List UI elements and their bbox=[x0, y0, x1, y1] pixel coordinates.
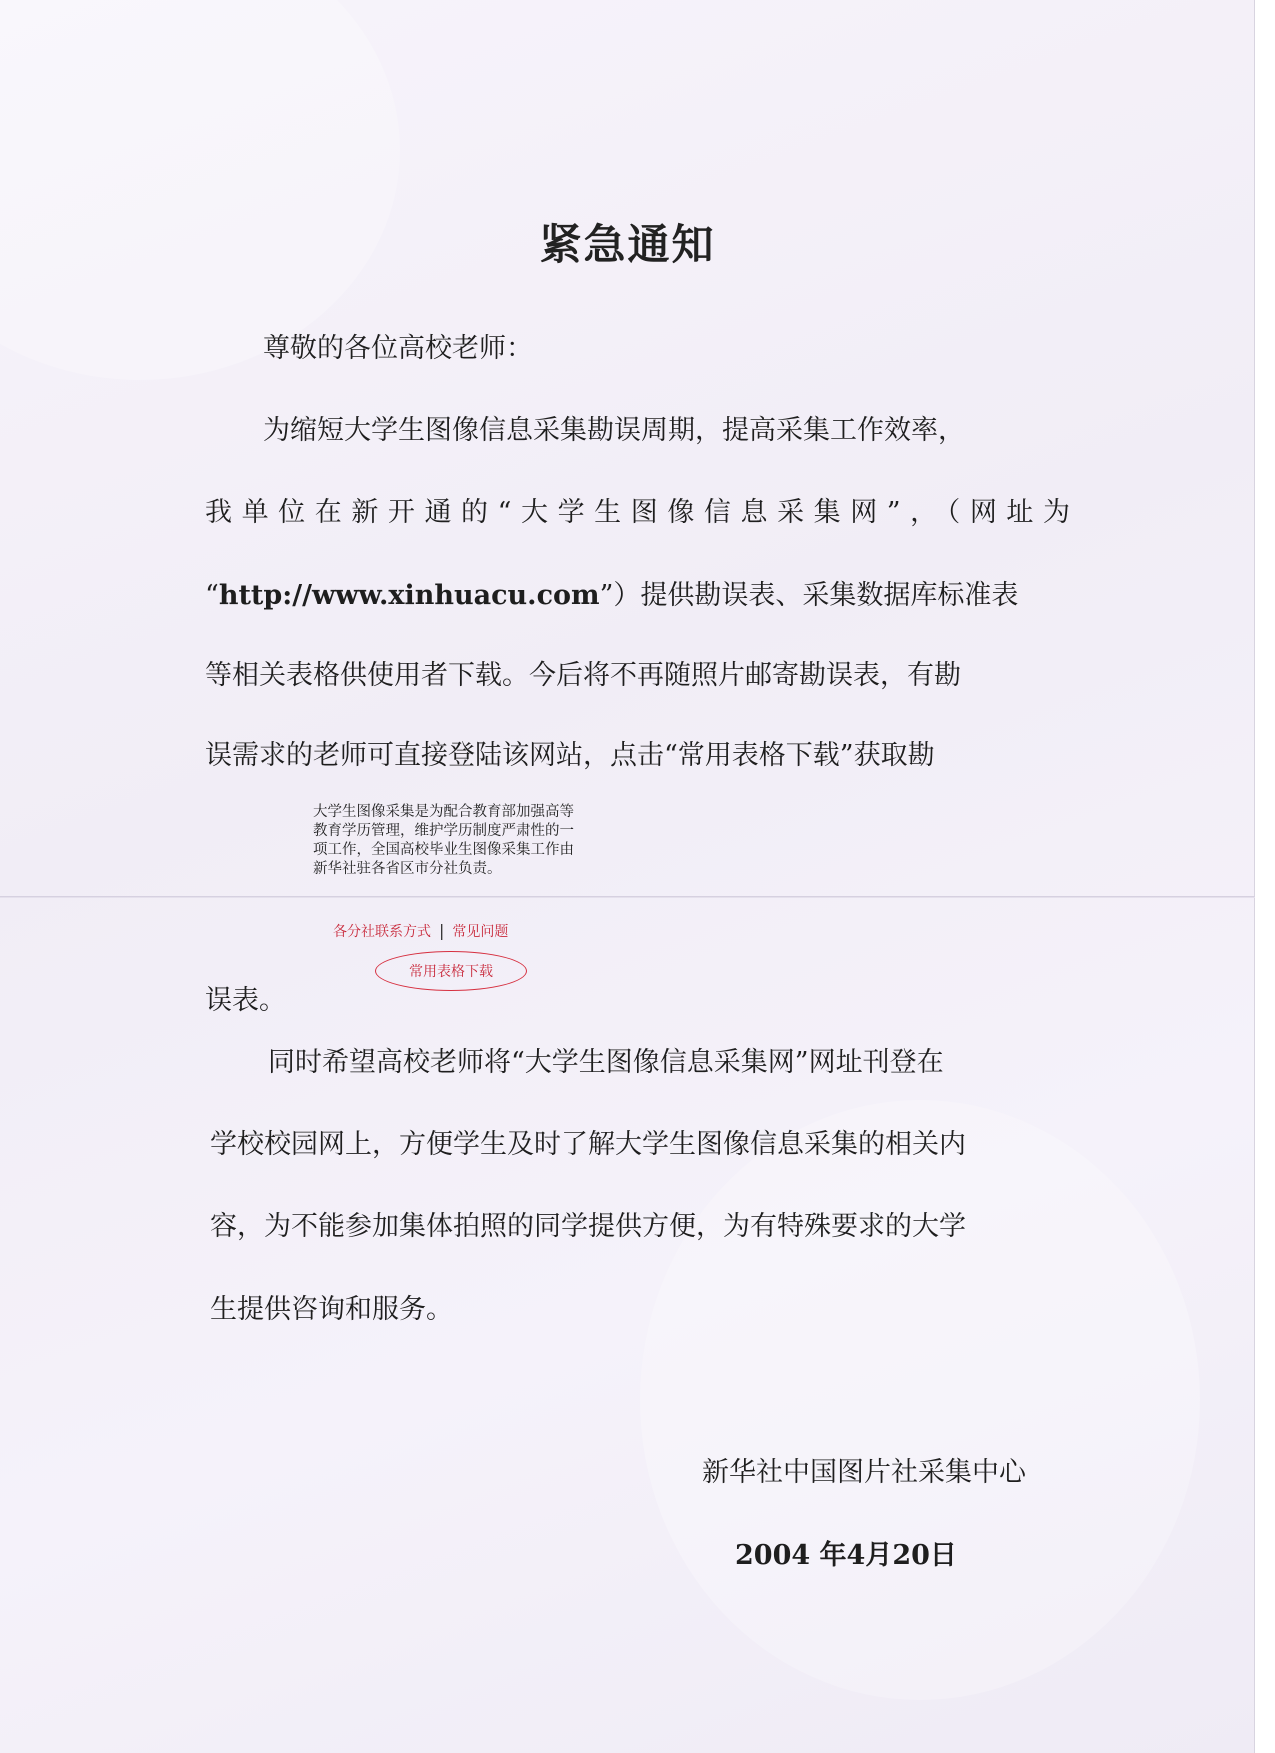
faq-link: 常见问题 bbox=[452, 924, 509, 940]
paragraph1-line4: 等相关表格供使用者下载。今后将不再随照片邮寄勘误表，有勘 bbox=[205, 660, 961, 691]
website-excerpt-links bbox=[333, 921, 508, 941]
website-excerpt-text: 大学生图像采集是为配合教育部加强高等教育学历管理，维护学历制度严肃性的一项工作，全国高校毕业生图像采集工作由新华社驻各省区市分社负责。 bbox=[313, 804, 574, 877]
paragraph1-line1: 为缩短大学生图像信息采集勘误周期，提高采集工作效率， bbox=[263, 415, 965, 446]
link-separator: | bbox=[439, 921, 445, 940]
notice-date: 2004 年4月20日 bbox=[735, 1540, 957, 1571]
website-url: http://www.xinhuacu.com bbox=[218, 580, 600, 611]
notice-title: 紧急通知 bbox=[539, 220, 716, 269]
paragraph1-line5: 误需求的老师可直接登陆该网站，点击“常用表格下载”获取勘 bbox=[205, 740, 935, 771]
salutation: 尊敬的各位高校老师： bbox=[263, 333, 533, 364]
paragraph2-line4: 生提供咨询和服务。 bbox=[210, 1294, 453, 1325]
paragraph1-line6: 误表。 bbox=[205, 985, 286, 1016]
paragraph2-line1: 同时希望高校老师将“大学生图像信息采集网”网址刊登在 bbox=[268, 1047, 944, 1078]
paragraph1-line2: 我单位在新开通的“大学生图像信息采集网”，（网址为 bbox=[205, 497, 1070, 528]
forms-download-link-circled: 常用表格下载 bbox=[375, 951, 527, 991]
paragraph2-line2: 学校校园网上，方便学生及时了解大学生图像信息采集的相关内 bbox=[210, 1129, 966, 1160]
branch-contacts-link: 各分社联系方式 bbox=[333, 924, 431, 940]
signature: 新华社中国图片社采集中心 bbox=[702, 1457, 1026, 1488]
quote-open: “ bbox=[205, 580, 219, 611]
paragraph2-line3: 容，为不能参加集体拍照的同学提供方便，为有特殊要求的大学 bbox=[210, 1211, 966, 1242]
paragraph1-line3-rest: ”）提供勘误表、采集数据库标准表 bbox=[599, 580, 1019, 611]
fold-line bbox=[0, 896, 1255, 898]
scan-edge bbox=[1254, 0, 1275, 1753]
paragraph1-line3 bbox=[205, 573, 1018, 612]
